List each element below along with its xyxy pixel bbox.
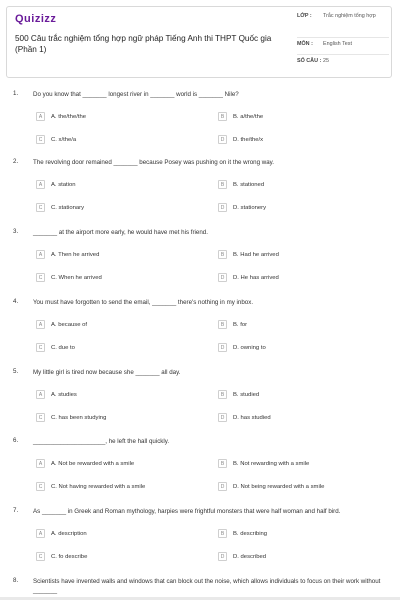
option-text: D. described xyxy=(233,553,267,560)
answer-option-b[interactable] xyxy=(218,459,309,468)
option-text: A. Not be rewarded with a smile xyxy=(51,460,135,467)
worksheet-meta xyxy=(297,13,389,70)
option-text: B. stationed xyxy=(233,181,265,188)
option-letter-box: D xyxy=(218,552,227,561)
option-letter-box: D xyxy=(218,413,227,422)
option-text: C. Not having rewarded with a smile xyxy=(51,483,146,490)
answer-option-a[interactable] xyxy=(36,390,77,399)
option-text: D. the/the/x xyxy=(233,136,264,143)
answer-option-a[interactable] xyxy=(36,320,87,329)
answer-option-a[interactable] xyxy=(36,459,134,468)
meta-count-value: 25 xyxy=(323,58,329,64)
question-number: 2. xyxy=(13,158,19,165)
meta-subject-row xyxy=(297,38,389,55)
option-text: C. fo describe xyxy=(51,553,88,560)
option-letter-box: D xyxy=(218,343,227,352)
question-number: 8. xyxy=(13,577,19,584)
question-text: _____________________, he left the hall quickly. xyxy=(33,438,170,445)
option-letter-box: D xyxy=(218,273,227,282)
answer-option-a[interactable] xyxy=(36,180,76,189)
answer-option-b[interactable] xyxy=(218,390,259,399)
option-text: C. x/the/a xyxy=(51,136,77,143)
option-text: B. a/the/the xyxy=(233,113,264,120)
option-letter-box: C xyxy=(36,552,45,561)
answer-option-a[interactable] xyxy=(36,529,87,538)
answer-option-d[interactable] xyxy=(218,482,324,491)
option-letter-box: C xyxy=(36,343,45,352)
option-letter-box: B xyxy=(218,529,227,538)
option-text: B. Not rewarding with a smile xyxy=(233,460,310,467)
meta-subject-value: English Test xyxy=(323,41,352,47)
option-letter-box: C xyxy=(36,203,45,212)
option-text: A. description xyxy=(51,530,87,537)
option-text: D. stationery xyxy=(233,204,267,211)
answer-option-d[interactable] xyxy=(218,552,266,561)
answer-option-d[interactable] xyxy=(218,413,271,422)
option-letter-box: B xyxy=(218,390,227,399)
answer-option-c[interactable] xyxy=(36,552,87,561)
option-letter-box: C xyxy=(36,135,45,144)
answer-option-b[interactable] xyxy=(218,250,279,259)
option-text: B. studied xyxy=(233,391,260,398)
option-text: A. studies xyxy=(51,391,77,398)
question-text: As _______ in Greek and Roman mythology, harpies were frightful monsters that were half woman and half bird. xyxy=(33,508,341,515)
option-text: C. due to xyxy=(51,344,75,351)
option-letter-box: B xyxy=(218,459,227,468)
option-letter-box: A xyxy=(36,320,45,329)
question-number: 3. xyxy=(13,228,19,235)
answer-option-c[interactable] xyxy=(36,203,84,212)
meta-count-row xyxy=(297,55,389,70)
option-text: B. describing xyxy=(233,530,268,537)
meta-class-row xyxy=(297,13,389,38)
option-letter-box: C xyxy=(36,273,45,282)
answer-option-a[interactable] xyxy=(36,250,99,259)
option-letter-box: A xyxy=(36,390,45,399)
meta-count-label: SỐ CÂU : xyxy=(297,58,322,64)
worksheet-header xyxy=(6,6,392,78)
title-line-1: 500 Câu trắc nghiệm tổng hợp ngữ pháp Tiếng Anh thi THPT Quốc gia xyxy=(15,34,272,43)
option-letter-box: B xyxy=(218,250,227,259)
question-number: 6. xyxy=(13,437,19,444)
option-text: C. has been studying xyxy=(51,414,107,421)
option-text: A. Then he arrived xyxy=(51,251,100,258)
question-text: _______ at the airport more early, he would have met his friend. xyxy=(33,229,208,236)
option-letter-box: A xyxy=(36,459,45,468)
question-number: 1. xyxy=(13,90,19,97)
option-text: C. When he arrived xyxy=(51,274,102,281)
meta-class-label: LỚP : xyxy=(297,13,312,19)
question-number: 4. xyxy=(13,298,19,305)
question-text: Do you know that _______ longest river in _______ world is _______ Nile? xyxy=(33,91,239,98)
option-text: D. Not being rewarded with a smile xyxy=(233,483,325,490)
question-number: 5. xyxy=(13,368,19,375)
option-letter-box: D xyxy=(218,482,227,491)
option-letter-box: B xyxy=(218,112,227,121)
option-letter-box: B xyxy=(218,320,227,329)
option-text: A. because of xyxy=(51,321,88,328)
option-text: A. the/the/the xyxy=(51,113,87,120)
option-text: B. for xyxy=(233,321,248,328)
option-text: B. Had he arrived xyxy=(233,251,279,258)
option-letter-box: B xyxy=(218,180,227,189)
option-letter-box: A xyxy=(36,180,45,189)
option-text: D. has studied xyxy=(233,414,271,421)
quizizz-logo: Quizizz xyxy=(15,13,57,25)
answer-option-b[interactable] xyxy=(218,320,247,329)
answer-option-c[interactable] xyxy=(36,135,76,144)
question-text: My little girl is tired now because she _______ all day. xyxy=(33,369,181,376)
answer-option-c[interactable] xyxy=(36,482,145,491)
question-text: The revolving door remained _______ because Posey was pushing on it the wrong way. xyxy=(33,159,275,166)
option-letter-box: A xyxy=(36,250,45,259)
answer-option-b[interactable] xyxy=(218,529,267,538)
option-letter-box: D xyxy=(218,203,227,212)
option-letter-box: C xyxy=(36,413,45,422)
option-letter-box: A xyxy=(36,112,45,121)
answer-option-d[interactable] xyxy=(218,343,266,352)
question-text: Scientists have invented walls and windows that can block out the noise, which allows individuals to focus on their work without _______ xyxy=(33,578,381,594)
meta-class-value: Trắc nghiệm tổng hợp xyxy=(323,13,376,19)
option-letter-box: A xyxy=(36,529,45,538)
worksheet-title xyxy=(15,33,285,55)
option-text: D. owning to xyxy=(233,344,266,351)
answer-option-a[interactable] xyxy=(36,112,86,121)
answer-option-c[interactable] xyxy=(36,343,75,352)
option-letter-box: C xyxy=(36,482,45,491)
question-number: 7. xyxy=(13,507,19,514)
answer-option-c[interactable] xyxy=(36,273,102,282)
answer-option-d[interactable] xyxy=(218,273,279,282)
title-line-2: (Phần 1) xyxy=(15,45,47,54)
option-text: A. station xyxy=(51,181,76,188)
meta-subject-label: MÔN : xyxy=(297,41,313,47)
answer-option-b[interactable] xyxy=(218,180,264,189)
answer-option-d[interactable] xyxy=(218,203,266,212)
answer-option-d[interactable] xyxy=(218,135,263,144)
option-letter-box: D xyxy=(218,135,227,144)
answer-option-b[interactable] xyxy=(218,112,263,121)
answer-option-c[interactable] xyxy=(36,413,106,422)
question-text: You must have forgotten to send the email, _______ there's nothing in my inbox. xyxy=(33,299,254,306)
option-text: C. stationary xyxy=(51,204,85,211)
option-text: D. He has arrived xyxy=(233,274,279,281)
